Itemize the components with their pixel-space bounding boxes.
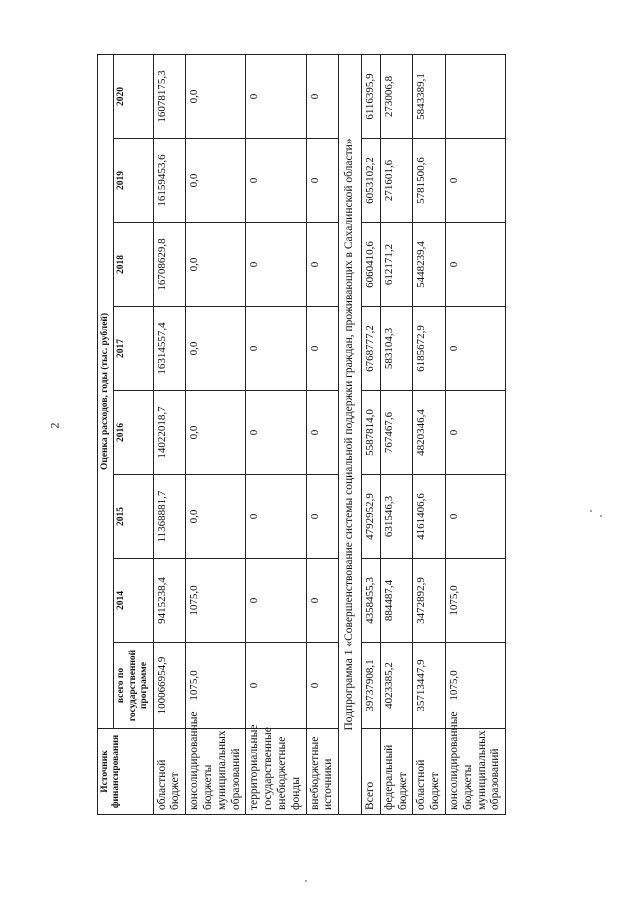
cell-value: 0,0 (186, 391, 246, 475)
header-year: 2019 (114, 139, 153, 223)
cell-value: 0 (306, 223, 339, 307)
row-label: консолидированные бюджеты муниципальных образований (186, 729, 246, 815)
cell-value: 0 (246, 139, 306, 223)
header-source: Источник финансирования (98, 729, 154, 815)
subprogram-title: Подпрограмма 1 «Совершенствование системы социальной поддержки граждан, проживающих в Сахалинской области» (339, 54, 362, 814)
cell-value: 273006,8 (380, 54, 413, 138)
cell-value: 6060410,6 (361, 223, 380, 307)
header-year: 2018 (114, 223, 153, 307)
cell-value: 3472892,9 (413, 559, 446, 643)
cell-value: 6053102,2 (361, 139, 380, 223)
cell-value: 631546,3 (380, 475, 413, 559)
cell-value: 767467,6 (380, 391, 413, 475)
cell-value: 5843389,1 (413, 54, 446, 138)
cell-value: 4792952,9 (361, 475, 380, 559)
cell-value: 6768777,2 (361, 307, 380, 391)
cell-value: 4023385,2 (380, 643, 413, 729)
cell-value: 5448239,4 (413, 223, 446, 307)
cell-value: 1075,0 (186, 559, 246, 643)
cell-value: 0 (246, 559, 306, 643)
cell-value: 6116395,9 (361, 54, 380, 138)
cell-value: 16078175,3 (153, 54, 186, 138)
cell-value: 0 (445, 391, 505, 475)
cell-value: 0 (445, 475, 505, 559)
cell-value: 0 (445, 223, 505, 307)
row-label: территориальные государственные внебюджетные фонды (246, 729, 306, 815)
cell-value: 0 (246, 643, 306, 729)
cell-value: 612171,2 (380, 223, 413, 307)
cell-value: 11368881,7 (153, 475, 186, 559)
cell-value: 4358455,3 (361, 559, 380, 643)
cell-value: 0 (306, 475, 339, 559)
header-year: 2014 (114, 559, 153, 643)
cell-value: 39737908,1 (361, 643, 380, 729)
cell-value: 0 (306, 307, 339, 391)
cell-value: 0 (246, 54, 306, 138)
header-total: всего по государственной программе (114, 643, 153, 729)
cell-value: 884487,4 (380, 559, 413, 643)
cell-value: 0,0 (186, 223, 246, 307)
table-row (445, 54, 505, 814)
cell-value: 271601,6 (380, 139, 413, 223)
cell-value: 0 (445, 307, 505, 391)
cell-value: 0,0 (186, 307, 246, 391)
header-year: 2017 (114, 307, 153, 391)
table-row (246, 54, 306, 814)
cell-value: 16708629,8 (153, 223, 186, 307)
rotated-table-container (97, 55, 577, 815)
table-row (380, 54, 413, 814)
cell-value: 35713447,9 (413, 643, 446, 729)
table-row (153, 54, 186, 814)
cell-value: 14022018,7 (153, 391, 186, 475)
row-label: внебюджетные источники (306, 729, 339, 815)
cell-value: 0 (306, 559, 339, 643)
cell-value: 0 (306, 643, 339, 729)
cell-value: 0,0 (186, 54, 246, 138)
cell-value: 0 (246, 223, 306, 307)
row-label: федеральный бюджет (380, 729, 413, 815)
scan-dot (305, 880, 307, 882)
cell-value: 16314557,4 (153, 307, 186, 391)
header-year: 2015 (114, 475, 153, 559)
cell-value: 100066954,9 (153, 643, 186, 729)
page-number: 2 (47, 422, 62, 429)
cell-value: 583104,3 (380, 307, 413, 391)
financing-table (97, 54, 506, 815)
cell-value: 0 (306, 139, 339, 223)
cell-value: 4820346,4 (413, 391, 446, 475)
cell-value: 16159453,6 (153, 139, 186, 223)
row-label: Всего (361, 729, 380, 815)
cell-value: 1075,0 (445, 559, 505, 643)
row-label: консолидированные бюджеты муниципальных образований (445, 729, 505, 815)
table-row (306, 54, 339, 814)
table-row (361, 54, 380, 814)
cell-value: 9415238,4 (153, 559, 186, 643)
cell-value: 0,0 (186, 139, 246, 223)
cell-value (445, 54, 505, 138)
cell-value: 4161406,6 (413, 475, 446, 559)
row-label: областной бюджет (153, 729, 186, 815)
row-label: областной бюджет (413, 729, 446, 815)
cell-value: 0 (306, 391, 339, 475)
cell-value: 1075,0 (445, 643, 505, 729)
cell-value: 0 (246, 391, 306, 475)
cell-value: 6185672,9 (413, 307, 446, 391)
table-body (153, 54, 506, 814)
header-estimate: Оценка расходов, годы (тыс. рублей) (98, 54, 114, 728)
table-row (186, 54, 246, 814)
cell-value: 0,0 (186, 475, 246, 559)
cell-value: 0 (306, 54, 339, 138)
scan-dot (600, 515, 602, 517)
cell-value: 0 (246, 307, 306, 391)
scan-dot (590, 510, 592, 512)
table-row (413, 54, 446, 814)
cell-value: 0 (246, 475, 306, 559)
cell-value: 0 (445, 139, 505, 223)
header-year: 2020 (114, 54, 153, 138)
cell-value: 1075,0 (186, 643, 246, 729)
subprogram-row (339, 54, 362, 814)
cell-value: 5781500,6 (413, 139, 446, 223)
header-year: 2016 (114, 391, 153, 475)
cell-value: 5587814,0 (361, 391, 380, 475)
